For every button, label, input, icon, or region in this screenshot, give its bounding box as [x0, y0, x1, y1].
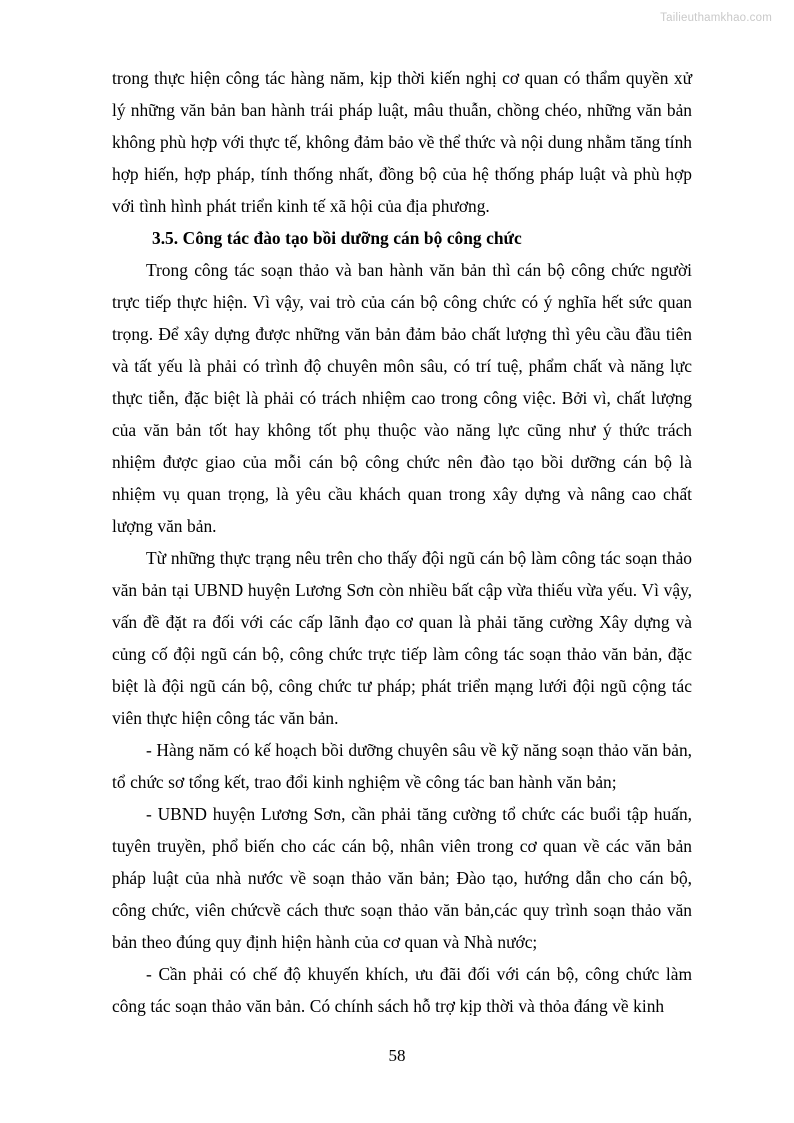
section-heading-3-5: 3.5. Công tác đào tạo bồi dưỡng cán bộ công chức [152, 228, 522, 249]
paragraph-6: - Cần phải có chế độ khuyến khích, ưu đãi đối với cán bộ, công chức làm công tác soạn thảo văn bản. Có chính sách hỗ trợ kịp thời và thỏa đáng về kinh [112, 964, 692, 1017]
paragraph-2: Trong công tác soạn thảo và ban hành văn bản thì cán bộ công chức người trực tiếp thực hiện. Vì vậy, vai trò của cán bộ công chức có ý nghĩa hết sức quan trọng. Để xây dựng được những văn bản đảm bảo chất lượng thì yêu cầu đầu tiên và tất yếu là phải có trình độ chuyên môn sâu, có trí tuệ, phẩm chất và năng lực thực tiễn, đặc biệt là phải có trách nhiệm cao trong công việc. Bởi vì, chất lượng của văn bản tốt hay không tốt phụ thuộc vào năng lực cũng như ý thức trách nhiệm được giao của mỗi cán bộ công chức nên đào tạo bồi dưỡng cán bộ là nhiệm vụ quan trọng, là yêu cầu khách quan trong xây dựng và nâng cao chất lượng văn bản. [112, 260, 692, 537]
paragraph-4: - Hàng năm có kế hoạch bồi dưỡng chuyên sâu về kỹ năng soạn thảo văn bản, tổ chức sơ tổng kết, trao đổi kinh nghiệm về công tác ban hành văn bản; [112, 740, 692, 793]
paragraph-5: - UBND huyện Lương Sơn, cần phải tăng cường tổ chức các buổi tập huấn, tuyên truyền, phổ biến cho các cán bộ, nhân viên trong cơ quan về các văn bản pháp luật của nhà nước về soạn thảo văn bản; Đào tạo, hướng dẫn cho cán bộ, công chức, viên chứcvề cách thưc soạn thảo văn bản,các quy trình soạn thảo văn bản theo đúng quy định hiện hành của cơ quan và Nhà nước; [112, 804, 692, 953]
paragraph-3: Từ những thực trạng nêu trên cho thấy đội ngũ cán bộ làm công tác soạn thảo văn bản tại UBND huyện Lương Sơn còn nhiều bất cập vừa thiếu vừa yếu. Vì vậy, vấn đề đặt ra đối với các cấp lãnh đạo cơ quan là phải tăng cường Xây dựng và củng cố đội ngũ cán bộ, công chức trực tiếp làm công tác soạn thảo văn bản, đặc biệt là đội ngũ cán bộ, công chức tư pháp; phát triển mạng lưới đội ngũ cộng tác viên thực hiện công tác văn bản. [112, 548, 692, 729]
paragraph-1: trong thực hiện công tác hàng năm, kịp thời kiến nghị cơ quan có thẩm quyền xử lý những văn bản ban hành trái pháp luật, mâu thuẫn, chồng chéo, những văn bản không phù hợp với thực tế, không đảm bảo về thể thức và nội dung nhằm tăng tính hợp hiến, hợp pháp, tính thống nhất, đồng bộ của hệ thống pháp luật và phù hợp với tình hình phát triển kinh tế xã hội của địa phương. [112, 68, 692, 217]
watermark-label: Tailieuthamkhao.com [660, 12, 772, 24]
document-body [112, 62, 692, 1022]
page-number: 58 [388, 1046, 406, 1065]
